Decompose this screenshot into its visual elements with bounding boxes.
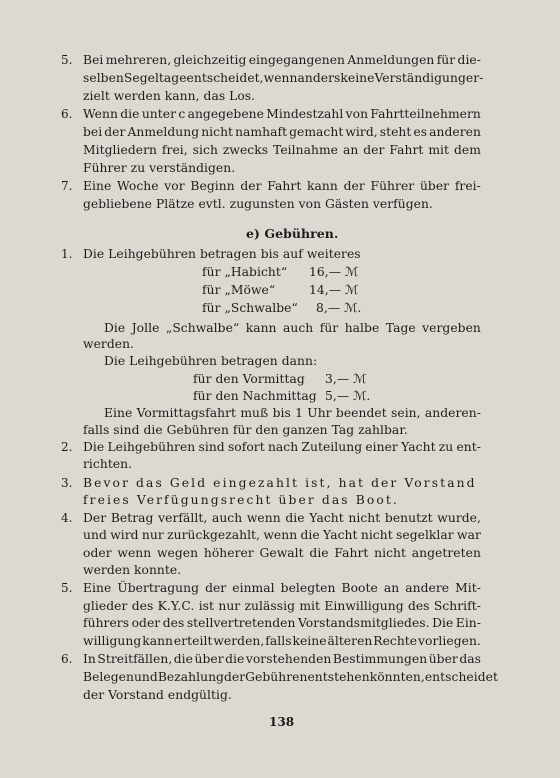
spaced-line: Bevor das Geld eingezahlt ist, hat der Vorstand <box>83 476 477 490</box>
item-line: Belegen und Bezahlung der Gebühren entstehen könnten, entscheidet <box>83 670 498 684</box>
item-number: 5. <box>61 581 73 595</box>
item-line: Die Leihgebühren sind sofort nach Zuteilung einer Yacht zu ent- <box>83 440 481 454</box>
jolle-line: Die Jolle „Schwalbe“ kann auch für halbe Tage vergeben <box>104 321 481 335</box>
item-line: selben Segeltage entscheidet, wenn anders keine Verständigung er- <box>83 71 484 85</box>
section-heading: e) Gebühren. <box>246 226 339 241</box>
half-rate-amount: 5,— ℳ. <box>325 389 371 403</box>
item-line: Eine Übertragung der einmal belegten Boote an andere Mit- <box>83 581 481 595</box>
rate-amount: 16,— ℳ <box>309 265 359 279</box>
item-line: der Vorstand endgültig. <box>83 688 232 702</box>
item-line: Der Betrag verfällt, auch wenn die Yacht nicht benutzt wurde, <box>83 511 481 525</box>
item-line: Mitgliedern frei, sich zwecks Teilnahme an der Fahrt mit dem <box>83 143 481 157</box>
page-number: 138 <box>269 715 295 729</box>
item-line: bei der Anmeldung nicht namhaft gemacht wird, steht es anderen <box>83 125 481 139</box>
half-rate-label: für den Nachmittag <box>193 389 317 403</box>
item-number: 6. <box>61 107 73 121</box>
half-rate-label: für den Vormittag <box>193 372 305 386</box>
rate-label: für „Möwe“ <box>202 283 276 297</box>
item-line: führers oder des stellvertretenden Vorstandsmitgliedes. Die Ein- <box>83 616 481 630</box>
item-line: zielt werden kann, das Los. <box>83 89 256 103</box>
item-number: 4. <box>61 511 73 525</box>
item-line: Eine Woche vor Beginn der Fahrt kann der Führer über frei- <box>83 179 481 193</box>
rate-label: für „Habicht“ <box>202 265 288 279</box>
item-line: willigung kann erteilt werden, falls keine älteren Rechte vorliegen. <box>83 634 481 648</box>
item-line: gebliebene Plätze evtl. zugunsten von Gästen verfügen. <box>83 197 433 211</box>
item-number: 3. <box>61 476 73 490</box>
item-line: Wenn die unter c angegebene Mindestzahl von Fahrtteilnehmern <box>83 107 481 121</box>
item-line: Bei mehreren, gleichzeitig eingegangenen Anmeldungen für die- <box>83 53 481 67</box>
item-number: 7. <box>61 179 73 193</box>
half-rate-amount: 3,— ℳ <box>325 372 367 386</box>
item-number: 1. <box>61 247 73 261</box>
fees-intro: Die Leihgebühren betragen bis auf weiteres <box>83 247 361 261</box>
item-line: richten. <box>83 457 133 471</box>
morning-line: Eine Vormittagsfahrt muß bis 1 Uhr beendet sein, anderen- <box>104 406 481 420</box>
rate-amount: 14,— ℳ <box>309 283 359 297</box>
item-line: werden konnte. <box>83 563 182 577</box>
half-day-intro: Die Leihgebühren betragen dann: <box>104 354 318 368</box>
item-line: Führer zu verständigen. <box>83 161 236 175</box>
item-number: 2. <box>61 440 73 454</box>
morning-line: falls sind die Gebühren für den ganzen Tag zahlbar. <box>83 423 408 437</box>
rate-label: für „Schwalbe“ <box>202 301 298 315</box>
item-line: oder wenn wegen höherer Gewalt die Fahrt nicht angetreten <box>83 546 481 560</box>
item-number: 5. <box>61 53 73 67</box>
jolle-line: werden. <box>83 337 135 351</box>
item-line: In Streitfällen, die über die vorstehenden Bestimmungen über das <box>83 652 481 666</box>
spaced-line: freies Verfügungsrecht über das Boot. <box>83 493 399 507</box>
item-number: 6. <box>61 652 73 666</box>
rate-amount: 8,— ℳ. <box>316 301 362 315</box>
item-line: glieder des K.Y.C. ist nur zulässig mit Einwilligung des Schrift- <box>83 599 481 613</box>
item-line: und wird nur zurückgezahlt, wenn die Yacht nicht segelklar war <box>83 528 481 542</box>
